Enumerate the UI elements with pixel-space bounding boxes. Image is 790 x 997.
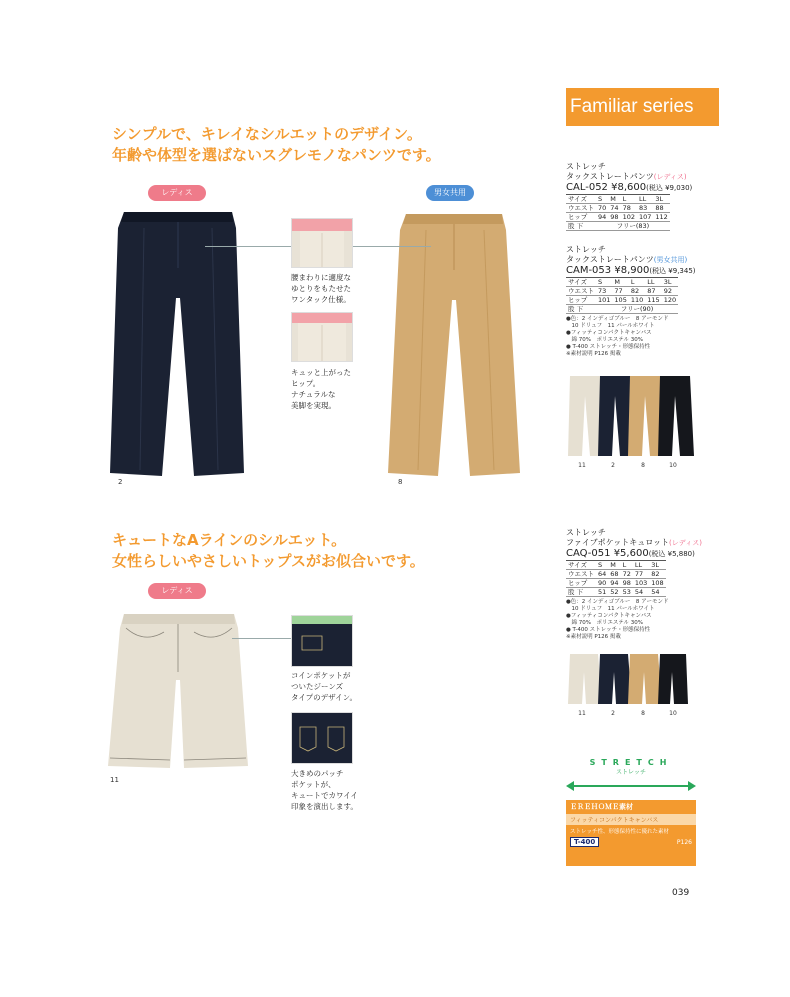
- note-line: 綿 70% ポリエステル 30%: [566, 337, 643, 343]
- size-table: [566, 277, 678, 314]
- hip-callout-line: ヒップ。: [291, 379, 321, 388]
- hip-row: [566, 579, 666, 588]
- size-cell: 51: [598, 588, 607, 596]
- product-name-text: タックストレートパンツ: [566, 172, 654, 181]
- product-line1: ストレッチ: [566, 245, 606, 254]
- size-cell: 105: [614, 296, 627, 304]
- size-cell: 120: [663, 296, 677, 304]
- size-cell: ウエスト: [568, 287, 594, 295]
- size-cell: 107: [638, 213, 652, 221]
- size-cell: ヒップ: [566, 296, 596, 305]
- hip-row: [566, 213, 670, 222]
- detail-leader-line: [232, 638, 292, 639]
- note-line: ※素材説明 P126 掲載: [566, 634, 621, 640]
- product-tag: (男女共用): [653, 256, 688, 264]
- product-price: ¥8,900: [614, 265, 650, 276]
- size-cell: 94: [598, 213, 607, 221]
- swatch-trousers-image: [566, 374, 696, 458]
- size-cell: L: [629, 278, 645, 287]
- product-code: CAL-052: [566, 182, 608, 193]
- coin-pocket-callout-line: コインポケットが: [291, 671, 351, 680]
- swatch-number: 10: [669, 462, 677, 469]
- product-price-line: [566, 548, 726, 560]
- product-name: [566, 255, 726, 265]
- swatch-number-row: [566, 462, 696, 469]
- fabric-line2: ストレッチ性、形態保持性に優れた素材: [570, 829, 669, 835]
- note-line: 10 ドリュフ 11 パールホワイト: [566, 606, 655, 612]
- note-line: ●フィッティコンパクトキャンバス: [566, 330, 652, 336]
- hip-callout-line: 美脚を実現。: [291, 401, 336, 410]
- note-line: ●色：2 インディゴブルー 8 アーモンド: [566, 316, 669, 322]
- hip-callout-line: ナチュラルな: [291, 390, 336, 399]
- note-line: 綿 70% ポリエステル 30%: [566, 620, 643, 626]
- size-cell: 54: [633, 588, 649, 597]
- size-cell: サイズ: [566, 278, 596, 287]
- size-cell: 68: [610, 570, 619, 578]
- section2-headline-line2: 女性らしいやさしいトップスがお似合いです。: [112, 552, 425, 570]
- note-line: ●色：2 インディゴブルー 8 アーモンド: [566, 599, 669, 605]
- waist-row: [566, 287, 678, 296]
- section1-headline: [112, 124, 441, 166]
- size-cell: S: [596, 278, 612, 287]
- note-line: ※素材説明 P126 掲載: [566, 351, 621, 357]
- navy-trousers-image: [104, 208, 254, 480]
- size-cell: サイズ: [566, 561, 596, 570]
- fabric-ref: P126: [676, 838, 692, 846]
- size-cell: 78: [621, 204, 637, 213]
- back-pocket-callout: [291, 768, 358, 812]
- size-cell: 3L: [653, 195, 669, 204]
- size-cell: ウエスト: [568, 204, 594, 212]
- product-price: ¥8,600: [611, 182, 647, 193]
- unisex-badge: 男女共用: [426, 185, 474, 201]
- section2-headline: [112, 530, 425, 572]
- waist-callout-line: 腰まわりに適度な: [291, 273, 351, 282]
- size-cell: L: [621, 195, 637, 204]
- section2-headline-line1: キュートなAラインのシルエット。: [112, 531, 347, 549]
- inseam-row: [566, 305, 678, 314]
- back-pocket-detail-image: [291, 712, 353, 764]
- product-cal-052: [566, 162, 726, 231]
- size-cell: S: [596, 195, 608, 204]
- size-cell: 88: [653, 204, 669, 213]
- stretch-indicator: [566, 758, 696, 795]
- size-cell: LL: [637, 195, 653, 204]
- hip-callout-line: キュッと上がった: [291, 368, 351, 377]
- product-name: [566, 538, 726, 548]
- size-cell: サイズ: [566, 195, 596, 204]
- size-cell: 3L: [649, 561, 665, 570]
- product-cam-053: [566, 245, 726, 358]
- size-header-row: [566, 278, 678, 287]
- section1-headline-line1: シンプルで、キレイなシルエットのデザイン。: [112, 125, 422, 143]
- product-line1: ストレッチ: [566, 162, 606, 171]
- inseam-row: [566, 222, 670, 231]
- image-number-2: 2: [118, 478, 123, 486]
- size-cell: 77: [633, 570, 649, 579]
- size-cell: 103: [634, 579, 648, 587]
- color-swatches: [566, 374, 696, 469]
- size-cell: M: [608, 561, 620, 570]
- product-caq-051: [566, 528, 726, 641]
- product-code: CAM-053: [566, 265, 612, 276]
- product-tag: (レディス): [669, 539, 702, 547]
- size-cell: L: [621, 561, 633, 570]
- size-header-row: [566, 195, 670, 204]
- back-pocket-callout-line: 印象を演出します。: [291, 802, 358, 811]
- size-header-row: [566, 561, 666, 570]
- product-tax-price: (税込 ¥9,345): [649, 267, 696, 275]
- size-cell: 股 下: [566, 305, 596, 314]
- stretch-word: STRETCH: [589, 758, 673, 767]
- coin-pocket-callout-line: ついたジーンズ: [291, 682, 344, 691]
- swatch-number: 11: [578, 462, 586, 469]
- product-name: [566, 172, 726, 182]
- size-cell: 54: [649, 588, 665, 597]
- double-arrow-icon: [566, 781, 696, 791]
- size-cell: 77: [612, 287, 628, 296]
- coin-pocket-callout: [291, 670, 357, 703]
- waist-row: [566, 204, 670, 213]
- size-cell: LL: [633, 561, 649, 570]
- fabric-line1: フィッティコンパクトキャンバス: [566, 814, 696, 825]
- series-banner: Familiar series: [566, 88, 719, 126]
- note-line: ● T-400 ストレッチ・形態保持性: [566, 344, 651, 350]
- size-table: [566, 560, 666, 597]
- swatch-culottes-image: [566, 652, 690, 706]
- t400-badge: T-400: [570, 837, 599, 847]
- note-line: 10 ドリュフ 11 パールホワイト: [566, 323, 655, 329]
- product-notes: [566, 599, 726, 641]
- fabric-title: ＥＲＥＨＯＭＥ素材: [570, 803, 633, 811]
- product-line1: ストレッチ: [566, 528, 606, 537]
- size-cell: 3L: [662, 278, 678, 287]
- size-cell: フリー(83): [596, 222, 670, 231]
- swatch-number: 8: [641, 462, 645, 469]
- size-cell: 70: [598, 204, 607, 212]
- size-table: [566, 194, 670, 231]
- image-number-11: 11: [110, 776, 119, 784]
- fabric-info-box: [566, 800, 696, 866]
- size-cell: 102: [622, 213, 635, 221]
- back-pocket-callout-line: ポケットが、: [291, 780, 336, 789]
- size-cell: ヒップ: [566, 579, 596, 588]
- image-number-8: 8: [398, 478, 403, 486]
- note-line: ● T-400 ストレッチ・形態保持性: [566, 627, 651, 633]
- size-cell: 53: [622, 588, 631, 596]
- hip-callout: [291, 367, 351, 411]
- product-price-line: [566, 182, 726, 194]
- product-tag: (レディス): [653, 173, 687, 181]
- size-cell: 108: [651, 579, 664, 587]
- ladies-badge: レディス: [148, 583, 206, 599]
- size-cell: 74: [610, 204, 619, 212]
- size-cell: 83: [637, 204, 653, 213]
- size-cell: 101: [598, 296, 611, 304]
- swatch-number: 8: [641, 710, 645, 717]
- product-name-text: タックストレートパンツ: [566, 255, 654, 264]
- product-price: ¥5,600: [613, 548, 649, 559]
- size-cell: 90: [598, 579, 607, 587]
- size-cell: 82: [649, 570, 665, 579]
- size-cell: M: [608, 195, 620, 204]
- waist-callout: [291, 272, 351, 305]
- size-cell: 112: [655, 213, 668, 221]
- ladies-badge: レディス: [148, 185, 206, 201]
- size-cell: 82: [629, 287, 645, 296]
- swatch-number: 2: [611, 462, 615, 469]
- size-cell: S: [596, 561, 608, 570]
- size-cell: 股 下: [566, 222, 596, 231]
- size-cell: 72: [622, 570, 631, 578]
- size-cell: 92: [662, 287, 678, 296]
- coin-pocket-detail-image: [291, 615, 353, 667]
- swatch-number: 2: [611, 710, 615, 717]
- product-name-text: ファイブポケットキュロット: [566, 538, 670, 547]
- size-cell: 110: [630, 296, 644, 304]
- back-pocket-callout-line: 大きめのパッチ: [291, 769, 344, 778]
- size-cell: 115: [647, 296, 660, 304]
- note-line: ●フィッティコンパクトキャンバス: [566, 613, 652, 619]
- size-cell: 73: [596, 287, 612, 296]
- color-swatches: [566, 652, 690, 717]
- culottes-image: [104, 610, 254, 772]
- size-cell: 64: [598, 570, 607, 578]
- swatch-number-row: [566, 710, 690, 717]
- waist-callout-line: ワンタック仕様。: [291, 295, 351, 304]
- product-code: CAQ-051: [566, 548, 611, 559]
- hip-row: [566, 296, 678, 305]
- product-tax-price: (税込 ¥9,030): [646, 184, 693, 192]
- waist-row: [566, 570, 666, 579]
- hip-detail-image: [291, 312, 353, 362]
- beige-trousers-image: [384, 208, 524, 480]
- size-cell: 87: [645, 287, 661, 296]
- size-cell: ウエスト: [568, 570, 594, 578]
- section1-headline-line2: 年齢や体型を選ばないスグレモノなパンツです。: [112, 146, 441, 164]
- size-cell: M: [612, 278, 628, 287]
- product-price-line: [566, 265, 726, 277]
- inseam-row: [566, 588, 666, 597]
- stretch-kana: ストレッチ: [616, 769, 646, 776]
- size-cell: フリー(90): [596, 305, 678, 314]
- waist-detail-image: [291, 218, 353, 268]
- size-cell: ヒップ: [566, 213, 596, 222]
- size-cell: 股 下: [566, 588, 596, 597]
- back-pocket-callout-line: キュートでカワイイ: [291, 791, 358, 800]
- size-cell: 94: [610, 579, 619, 587]
- size-cell: LL: [645, 278, 661, 287]
- swatch-number: 10: [669, 710, 677, 717]
- fabric-footer: [566, 837, 696, 847]
- size-cell: 52: [610, 588, 619, 596]
- size-cell: 98: [610, 213, 619, 221]
- page-number: 039: [672, 888, 690, 898]
- coin-pocket-callout-line: タイプのデザイン。: [291, 693, 357, 702]
- swatch-number: 11: [578, 710, 586, 717]
- product-notes: [566, 316, 726, 358]
- size-cell: 98: [622, 579, 631, 587]
- waist-callout-line: ゆとりをもたせた: [291, 284, 351, 293]
- product-tax-price: (税込 ¥5,880): [648, 550, 695, 558]
